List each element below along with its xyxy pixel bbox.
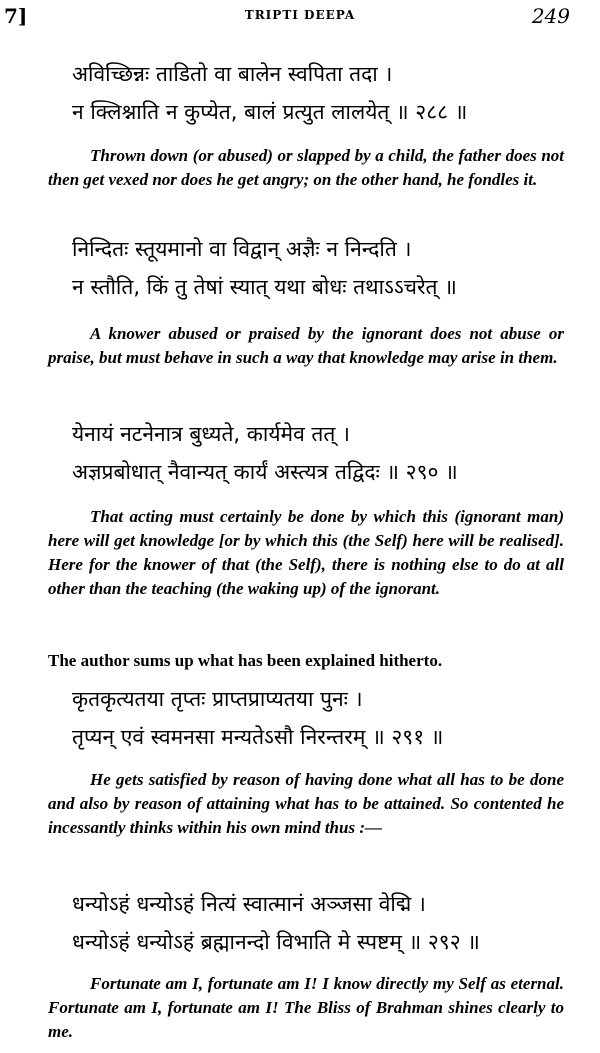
author-note: The author sums up what has been explained hitherto. (48, 651, 443, 670)
verse-290 (72, 415, 580, 491)
verse-288 (72, 55, 580, 131)
page-header (0, 4, 600, 32)
verse-line: न क्लिश्नाति न कुप्येत, बालं प्रत्युत लालयेत् ॥ २८८ ॥ (72, 100, 468, 124)
verse-289 (72, 230, 580, 306)
translation-text: Thrown down (or abused) or slapped by a child, the father does not then get vexed nor does he get angry; on the other hand, he fondles it. (48, 146, 564, 189)
translation-292 (48, 972, 564, 1044)
verse-line: धन्योऽहं धन्योऽहं नित्यं स्वात्मानं अञ्जसा वेद्मि । (72, 892, 426, 916)
translation-289 (48, 322, 564, 370)
verse-line: अज्ञप्रबोधात् नैवान्यत् कार्यं अस्त्यत्र तद्विदः ॥ २९० ॥ (72, 460, 458, 484)
verse-291 (72, 680, 580, 756)
verse-line: अविच्छिन्नः ताडितो वा बालेन स्वपिता तदा । (72, 62, 393, 86)
running-title: TRIPTI DEEPA (244, 8, 356, 22)
translation-text: A knower abused or praised by the ignorant does not abuse or praise, but must behave in such a way that knowledge may arise in them. (48, 324, 564, 367)
verse-292 (72, 885, 580, 961)
page-number: 249 (531, 4, 570, 28)
translation-text: That acting must certainly be done by which this (ignorant man) here will get knowledge [or by which this (the Self) here will be realised]. Here for the knower of that (the Self), there is nothing else to do at all other than the teaching (the waking up) of the ignorant. (48, 507, 564, 598)
verse-line: धन्योऽहं धन्योऽहं ब्रह्मानन्दो विभाति मे स्पष्टम् ॥ २९२ ॥ (72, 930, 480, 954)
header-left-mark: 7] (4, 4, 28, 28)
translation-text: He gets satisfied by reason of having done what all has to be done and also by reason of attaining what has to be attained. So contented he incessantly thinks within his own mind thus :— (48, 770, 564, 837)
verse-line: येनायं नटनेनात्र बुध्यते, कार्यमेव तत् । (72, 422, 351, 446)
verse-line: तृप्यन् एवं स्वमनसा मन्यतेऽसौ निरन्तरम् ॥ २९१ ॥ (72, 725, 444, 749)
verse-line: निन्दितः स्तूयमानो वा विद्वान् अज्ञैः न निन्दति । (72, 237, 412, 261)
translation-290 (48, 505, 564, 601)
translation-text: Fortunate am I, fortunate am I! I know directly my Self as eternal. Fortunate am I, fortunate am I! The Bliss of Brahman shines clearly to me. (48, 974, 564, 1041)
translation-291 (48, 768, 564, 840)
translation-288 (48, 144, 564, 192)
verse-line: न स्तौति, किं तु तेषां स्यात् यथा बोधः तथाऽऽचरेत् ॥ (72, 275, 457, 299)
verse-line: कृतकृत्यतया तृप्तः प्राप्तप्राप्यतया पुनः । (72, 687, 363, 711)
